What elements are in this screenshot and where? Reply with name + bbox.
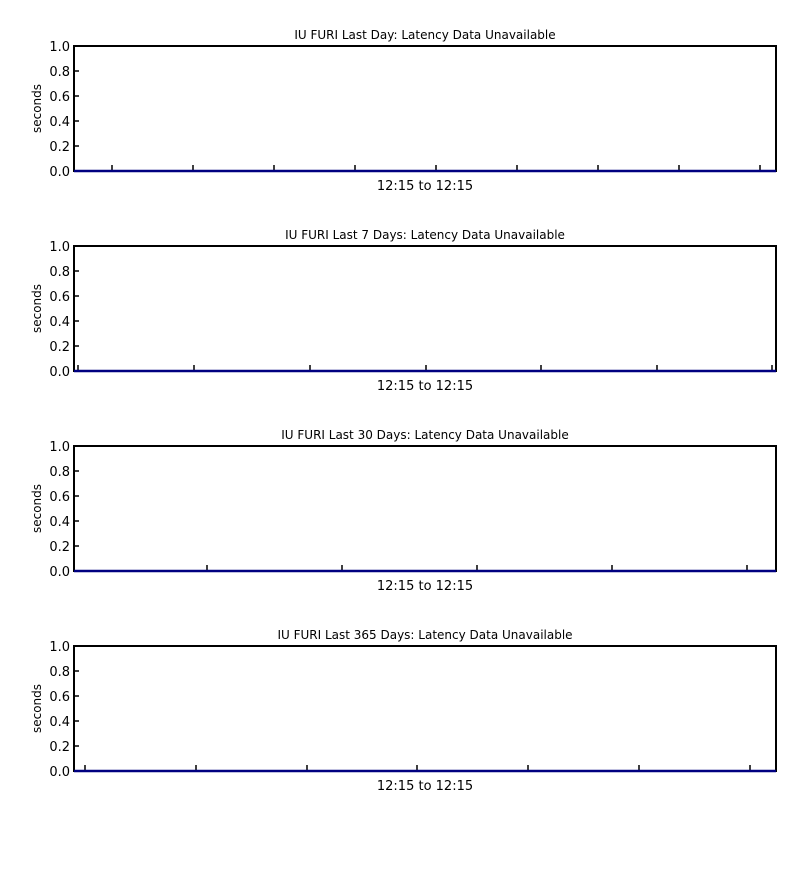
chart-title: IU FURI Last 365 Days: Latency Data Unavailable <box>277 628 573 642</box>
y-tick-label: 1.0 <box>49 440 70 455</box>
chart-panel-3 <box>30 428 776 594</box>
chart-title: IU FURI Last 30 Days: Latency Data Unavailable <box>281 428 569 442</box>
y-tick-label: 0.2 <box>49 340 70 355</box>
y-tick-label: 0.2 <box>49 740 70 755</box>
y-tick-label: 0.0 <box>49 565 70 580</box>
chart-title: IU FURI Last Day: Latency Data Unavailable <box>294 28 556 42</box>
chart-panel-4 <box>30 628 776 794</box>
y-tick-label: 0.8 <box>49 65 70 80</box>
y-tick-label: 1.0 <box>49 640 70 655</box>
x-axis-label: 12:15 to 12:15 <box>376 779 474 794</box>
chart-panel-1 <box>30 28 776 194</box>
y-tick-label: 1.0 <box>49 240 70 255</box>
chart-title: IU FURI Last 7 Days: Latency Data Unavailable <box>285 228 565 242</box>
y-tick-label: 0.4 <box>49 515 70 530</box>
y-tick-label: 0.6 <box>49 690 70 705</box>
y-axis-label: seconds <box>30 83 44 134</box>
y-tick-label: 0.0 <box>49 365 70 380</box>
y-tick-label: 0.6 <box>49 490 70 505</box>
y-tick-label: 0.2 <box>49 140 70 155</box>
y-tick-label: 0.4 <box>49 715 70 730</box>
y-tick-label: 0.2 <box>49 540 70 555</box>
chart-panel-2 <box>30 228 776 394</box>
y-tick-label: 0.0 <box>49 765 70 780</box>
y-tick-label: 0.0 <box>49 165 70 180</box>
plot-frame <box>74 46 776 171</box>
y-tick-label: 0.4 <box>49 315 70 330</box>
y-axis-label: seconds <box>30 483 44 534</box>
plot-frame <box>74 646 776 771</box>
y-tick-label: 0.4 <box>49 115 70 130</box>
y-tick-label: 1.0 <box>49 40 70 55</box>
plot-frame <box>74 446 776 571</box>
x-axis-label: 12:15 to 12:15 <box>376 379 474 394</box>
y-tick-label: 0.8 <box>49 265 70 280</box>
y-axis-label: seconds <box>30 683 44 734</box>
plot-frame <box>74 246 776 371</box>
x-axis-label: 12:15 to 12:15 <box>376 579 474 594</box>
y-tick-label: 0.6 <box>49 290 70 305</box>
y-tick-label: 0.8 <box>49 665 70 680</box>
y-tick-label: 0.6 <box>49 90 70 105</box>
x-axis-label: 12:15 to 12:15 <box>376 179 474 194</box>
y-axis-label: seconds <box>30 283 44 334</box>
y-tick-label: 0.8 <box>49 465 70 480</box>
